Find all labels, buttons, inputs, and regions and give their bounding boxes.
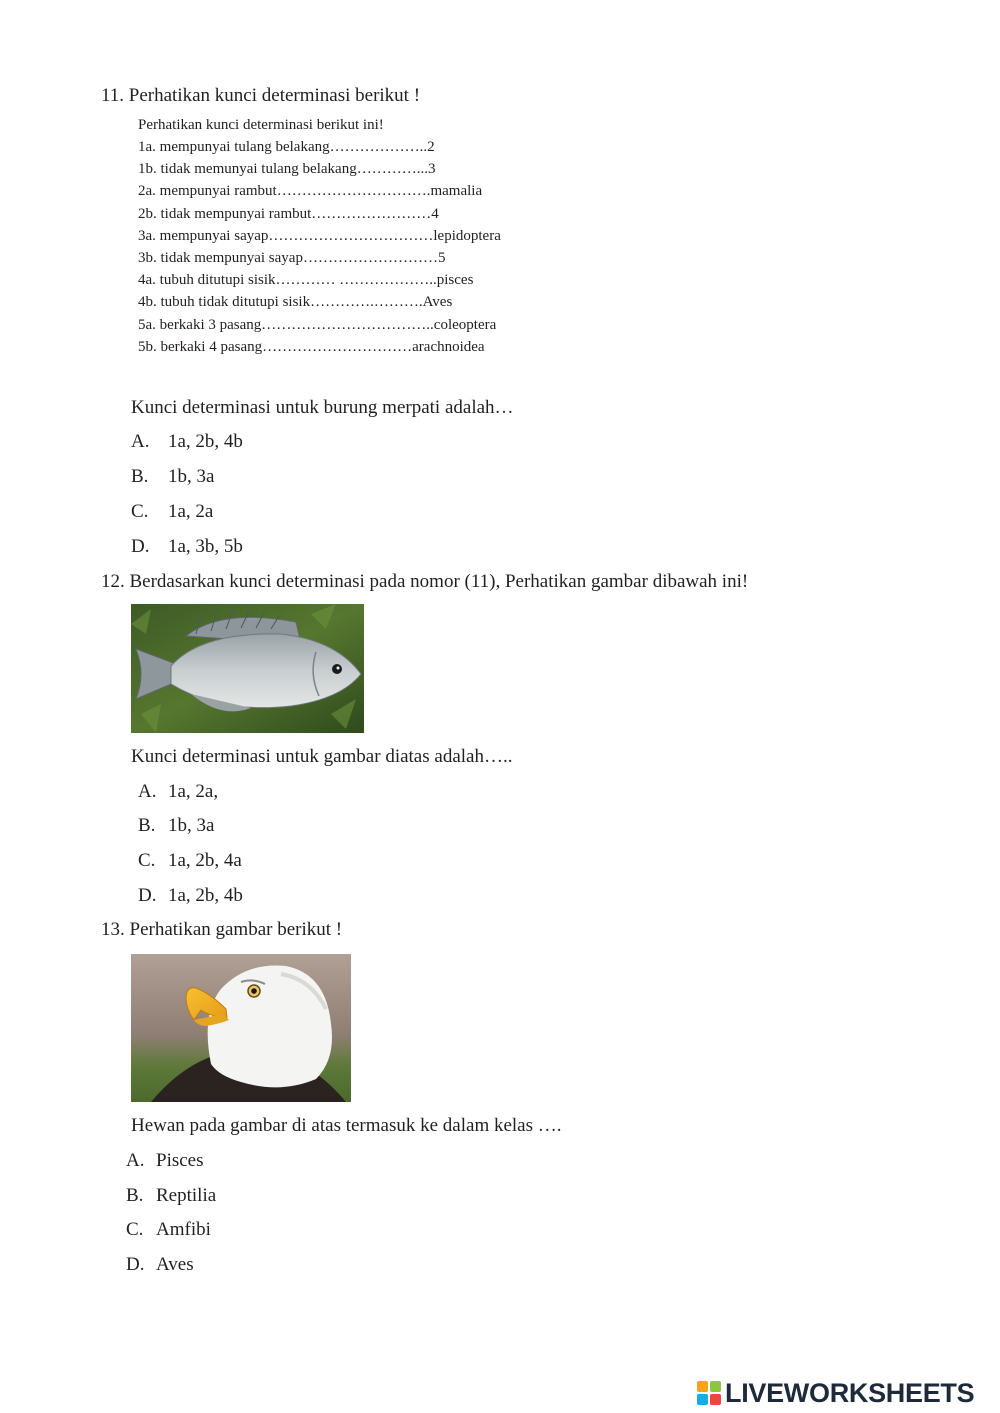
q12-title: 12. Berdasarkan kunci determinasi pada nomor (11), Perhatikan gambar dibawah ini!: [101, 571, 749, 592]
q13-title: 13. Perhatikan gambar berikut !: [101, 919, 343, 940]
option-letter: B.: [126, 1185, 144, 1206]
option-letter: B.: [138, 815, 156, 836]
option-letter: C.: [131, 501, 149, 522]
option-letter: D.: [138, 885, 157, 906]
key-line: 2a. mempunyai rambut………………………….mamalia: [138, 183, 483, 200]
key-line: 1a. mempunyai tulang belakang………………..2: [138, 139, 435, 155]
option-letter: A.: [138, 781, 157, 802]
q12-option-c[interactable]: [138, 850, 242, 872]
option-letter: D.: [131, 536, 150, 557]
option-text: 1a, 2b, 4b: [168, 431, 243, 452]
logo-square: [710, 1381, 721, 1392]
q12-option-d[interactable]: [138, 885, 243, 907]
logo-square: [697, 1381, 708, 1392]
q11-key-intro: Perhatikan kunci determinasi berikut ini!: [138, 117, 384, 133]
option-text: Aves: [156, 1254, 194, 1275]
option-letter: A.: [131, 431, 150, 452]
q11-title: 11. Perhatikan kunci determinasi berikut !: [101, 85, 421, 106]
q11-key-list: [138, 136, 501, 358]
option-text: 1a, 2b, 4b: [168, 885, 243, 906]
option-text: Pisces: [156, 1150, 204, 1171]
option-text: 1b, 3a: [168, 466, 215, 487]
logo-square: [697, 1394, 708, 1405]
eagle-photo-illustration: [131, 954, 351, 1102]
logo-squares-icon: [697, 1381, 721, 1405]
option-letter: D.: [126, 1254, 145, 1275]
option-letter: A.: [126, 1150, 145, 1171]
q13-option-a[interactable]: [126, 1150, 204, 1172]
option-text: 1a, 2a: [168, 501, 214, 522]
q13-question: Hewan pada gambar di atas termasuk ke dalam kelas ….: [131, 1115, 562, 1136]
fish-photo-illustration: [131, 604, 364, 733]
key-line: 3b. tidak mempunyai sayap………………………5: [138, 250, 446, 267]
q13-option-d[interactable]: [126, 1254, 194, 1276]
q11-option-b[interactable]: [131, 466, 214, 488]
option-text: 1a, 2a,: [168, 781, 219, 802]
key-line: 2b. tidak mempunyai rambut……………………4: [138, 205, 439, 222]
eagle-image: [131, 954, 351, 1102]
q12-option-b[interactable]: [138, 815, 214, 837]
q13-option-b[interactable]: [126, 1185, 216, 1207]
key-line: 5b. berkaki 4 pasang…………………………arachnoidea: [138, 338, 485, 355]
logo-text: LIVEWORKSHEETS: [725, 1377, 975, 1408]
option-text: Amfibi: [156, 1219, 211, 1240]
q11-question: Kunci determinasi untuk burung merpati adalah…: [131, 397, 514, 418]
q13-option-c[interactable]: [126, 1219, 211, 1241]
fish-image: [131, 604, 364, 733]
q12-question: Kunci determinasi untuk gambar diatas adalah…..: [131, 746, 513, 767]
liveworksheets-logo: [697, 1378, 974, 1408]
q11-option-a[interactable]: [131, 431, 243, 453]
option-letter: C.: [126, 1219, 144, 1240]
q11-option-c[interactable]: [131, 501, 213, 523]
option-text: Reptilia: [156, 1185, 217, 1206]
key-line: 5a. berkaki 3 pasang……………………………..coleoptera: [138, 316, 497, 333]
option-text: 1a, 3b, 5b: [168, 536, 243, 557]
key-line: 1b. tidak memunyai tulang belakang…………...3: [138, 161, 436, 178]
option-text: 1b, 3a: [168, 815, 215, 836]
key-line: 3a. mempunyai sayap……………………………lepidoptera: [138, 227, 501, 244]
q11-option-d[interactable]: [131, 536, 243, 558]
key-line: 4a. tubuh ditutupi sisik………… ………………..pisces: [138, 272, 474, 289]
option-letter: C.: [138, 850, 156, 871]
q12-option-a[interactable]: [138, 781, 218, 803]
option-letter: B.: [131, 466, 149, 487]
logo-square: [710, 1394, 721, 1405]
option-text: 1a, 2b, 4a: [168, 850, 242, 871]
key-line: 4b. tubuh tidak ditutupi sisik………….……….Aves: [138, 294, 453, 311]
